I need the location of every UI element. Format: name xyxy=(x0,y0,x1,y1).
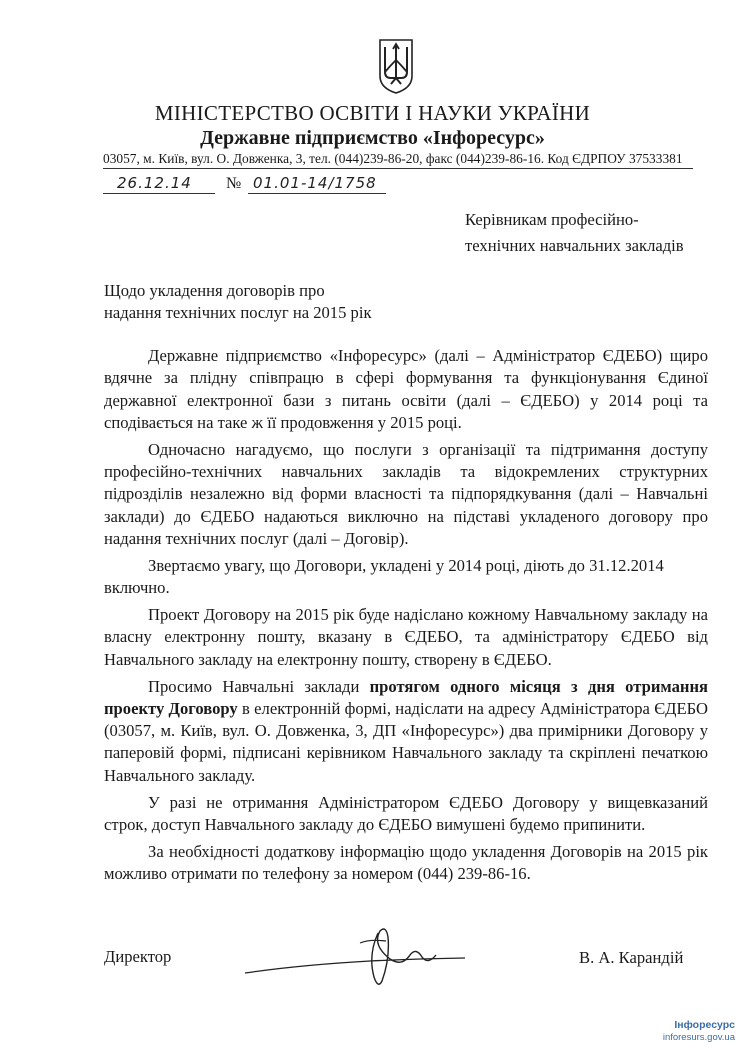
registration-date: 26.12.14 xyxy=(117,174,192,192)
number-sign: № xyxy=(226,175,242,192)
registration-line xyxy=(103,173,403,199)
body-paragraph: За необхідності додаткову інформацію щодо укладення Договорів на 2015 рік можливо отримати по телефону за номером (044) 239-86-16. xyxy=(104,841,708,884)
registration-number: 01.01-14/1758 xyxy=(253,174,377,192)
body-paragraph: У разі не отримання Адміністратором ЄДЕБО Договору у вищевказаний строк, доступ Навчального закладу до ЄДЕБО вимушені будемо припинити. xyxy=(104,792,708,834)
paragraph-text: Просимо Навчальні заклади xyxy=(148,676,370,696)
signatory-title: Директор xyxy=(104,947,172,966)
date-underline xyxy=(103,193,215,194)
subject-line: надання технічних послуг на 2015 рік xyxy=(104,303,372,322)
signatory-name: В. А. Карандій xyxy=(579,948,684,967)
body-paragraph: Проект Договору на 2015 рік буде надіслано кожному Навчальному закладу на власну електронну пошту, вказану в ЄДЕБО, та адміністратору ЄДЕБО від Навчального закладу на електронну пошту, створену в ЄДЕБО. xyxy=(104,605,708,669)
body-paragraph xyxy=(104,676,708,787)
watermark-brand: Інфоресурс xyxy=(674,1019,735,1031)
subject-line: Щодо укладення договорів про xyxy=(104,281,325,300)
paragraph-text: в електронній формі, надіслати на адресу Адміністратора ЄДЕБО (03057, м. Київ, вул. О. Довженка, 3, ДП «Інфоресурс») два примірники Договору у паперовій формі, підписані керівником Навчального закладу та скріплені печаткою Навчального закладу. xyxy=(104,698,709,785)
body-paragraph: Державне підприємство «Інфоресурс» (далі – Адміністратор ЄДЕБО) щиро вдячне за плідну співпрацю в сфері формування та функціонування Єдиної державної електронної бази з питань освіти (далі – ЄДЕБО) у 2014 році та сподівається на таке ж її продовження у 2015 році. xyxy=(104,346,708,432)
addressee-line: технічних навчальних закладів xyxy=(465,236,684,255)
number-underline xyxy=(248,193,386,194)
addressee-line: Керівникам професійно- xyxy=(465,210,639,229)
watermark-url: inforesurs.gov.ua xyxy=(662,1032,735,1043)
header-divider xyxy=(103,168,693,169)
organization-address: 03057, м. Київ, вул. О. Довженка, 3, тел. (044)239-86-20, факс (044)239-86-16. Код ЄДРПОУ 37533381 xyxy=(103,151,683,166)
subject-block xyxy=(104,280,424,324)
organization-heading: Державне підприємство «Інфоресурс» xyxy=(200,127,545,149)
emphasis-text: протягом одного місяця з дня отримання проекту Договору xyxy=(104,676,708,718)
ministry-heading: МІНІСТЕРСТВО ОСВІТИ І НАУКИ УКРАЇНИ xyxy=(154,101,591,125)
addressee-block xyxy=(465,207,725,259)
trident-coat-of-arms-icon xyxy=(378,38,414,94)
body-paragraph: Звертаємо увагу, що Договори, укладені у 2014 році, діють до 31.12.2014 включно. xyxy=(104,555,664,598)
handwritten-signature xyxy=(240,915,470,995)
letter-body xyxy=(104,345,708,890)
body-paragraph: Одночасно нагадуємо, що послуги з організації та підтримання доступу професійно-технічних навчальних закладів та відокремлених структурних підрозділів незалежно від форми власності та підпорядкування (далі – Навчальні заклади) до ЄДЕБО надаються виключно на підставі укладеного договору про надання технічних послуг (далі – Договір). xyxy=(104,439,708,548)
